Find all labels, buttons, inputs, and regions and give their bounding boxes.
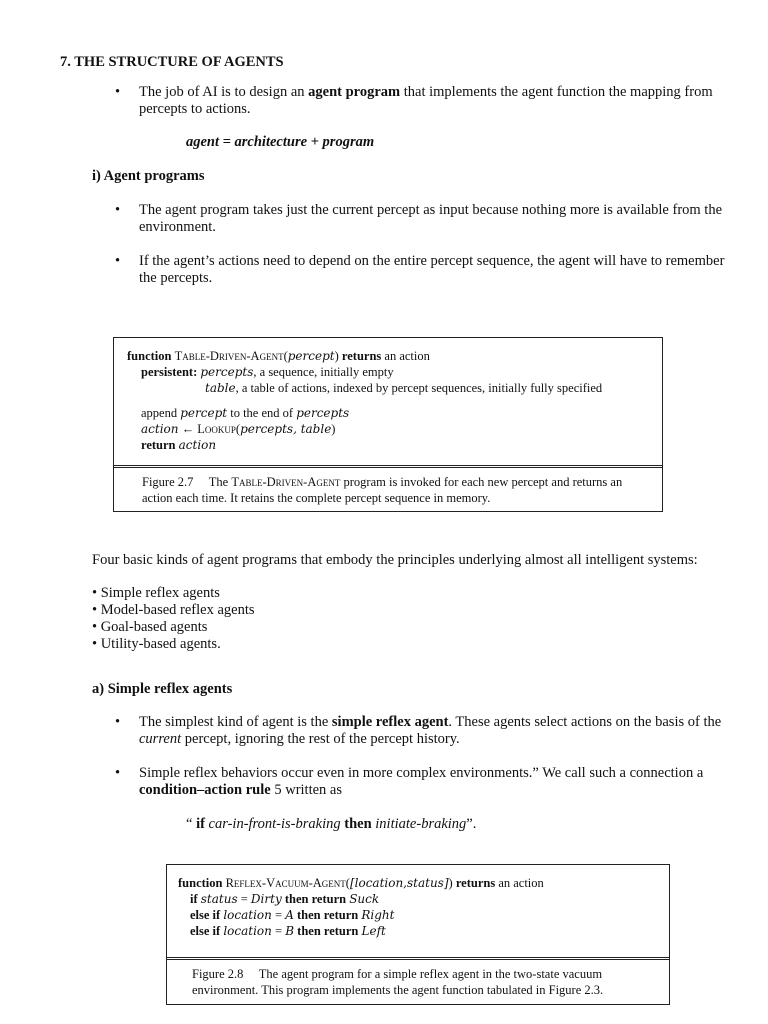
simple-reflex-bullet-1: • The simplest kind of agent is the simple reflex agent. These agents select actions on the basis of the current percept, ignoring the rest of the percept history. [115,714,745,748]
condition-action-rule: “ if car-in-front-is-braking then initiate-braking”. [186,816,477,832]
agent-program-bullets [115,202,745,287]
code-line-lookup: action ← Lookup(percepts, table) [141,422,336,436]
code-line-else-if-a: else if location = A then return Right [190,908,395,922]
code-line-return: return action [141,438,217,452]
section-simple-reflex-heading: a) Simple reflex agents [92,681,233,697]
code-line-function: function Table-Driven-Agent(percept) returns an action [127,349,430,363]
four-kinds-list [92,585,255,653]
agent-equation: agent = architecture + program [186,134,375,150]
code-line-else-if-b: else if location = B then return Left [190,924,386,938]
figure-2-8-box [166,864,670,1005]
code-line-if-dirty: if status = Dirty then return Suck [190,892,380,906]
code-line-function: function Reflex-Vacuum-Agent([location,status]) returns an action [178,876,544,890]
kind-model-based: • Model-based reflex agents [92,602,255,618]
figure-2-8-caption: Figure 2.8 The agent program for a simple reflex agent in the two-state vacuum environment. This program implements the agent function tabulated in Figure 2.3. [192,967,604,997]
kind-simple-reflex: • Simple reflex agents [92,585,220,601]
intro-bullet: • The job of AI is to design an agent program that implements the agent function the mapping from percepts to actions. [115,84,745,118]
figure-2-7-code [127,348,652,453]
section-agent-programs-heading: i) Agent programs [92,168,205,184]
agent-program-bullet-1: • The agent program takes just the current percept as input because nothing more is available from the environment. [115,202,745,236]
page-heading: 7. THE STRUCTURE OF AGENTS [60,54,284,70]
four-kinds-intro: Four basic kinds of agent programs that embody the principles underlying almost all intelligent systems: [92,552,698,568]
kind-goal-based: • Goal-based agents [92,619,208,635]
agent-program-bullet-2: • If the agent’s actions need to depend on the entire percept sequence, the agent will have to remember the percepts. [115,253,745,287]
intro-bullet-list [115,84,745,118]
code-line-append: append percept to the end of percepts [141,406,350,420]
simple-reflex-bullets [115,714,745,799]
figure-2-8-code [178,875,658,939]
figure-2-7-caption: Figure 2.7 The Table-Driven-Agent program is invoked for each new percept and returns an action each time. It retains the complete percept sequence in memory. [142,475,623,505]
code-line-persistent: persistent: percepts, a sequence, initially empty [141,365,394,379]
figure-2-7-separator [114,465,662,468]
figure-2-8-separator [167,957,669,960]
simple-reflex-bullet-2: • Simple reflex behaviors occur even in more complex environments.” We call such a connection a condition–action rule 5 written as [115,765,745,799]
code-line-table: table, a table of actions, indexed by percept sequences, initially fully specified [205,381,603,395]
kind-utility-based: • Utility-based agents. [92,636,221,652]
figure-2-7-box [113,337,663,512]
